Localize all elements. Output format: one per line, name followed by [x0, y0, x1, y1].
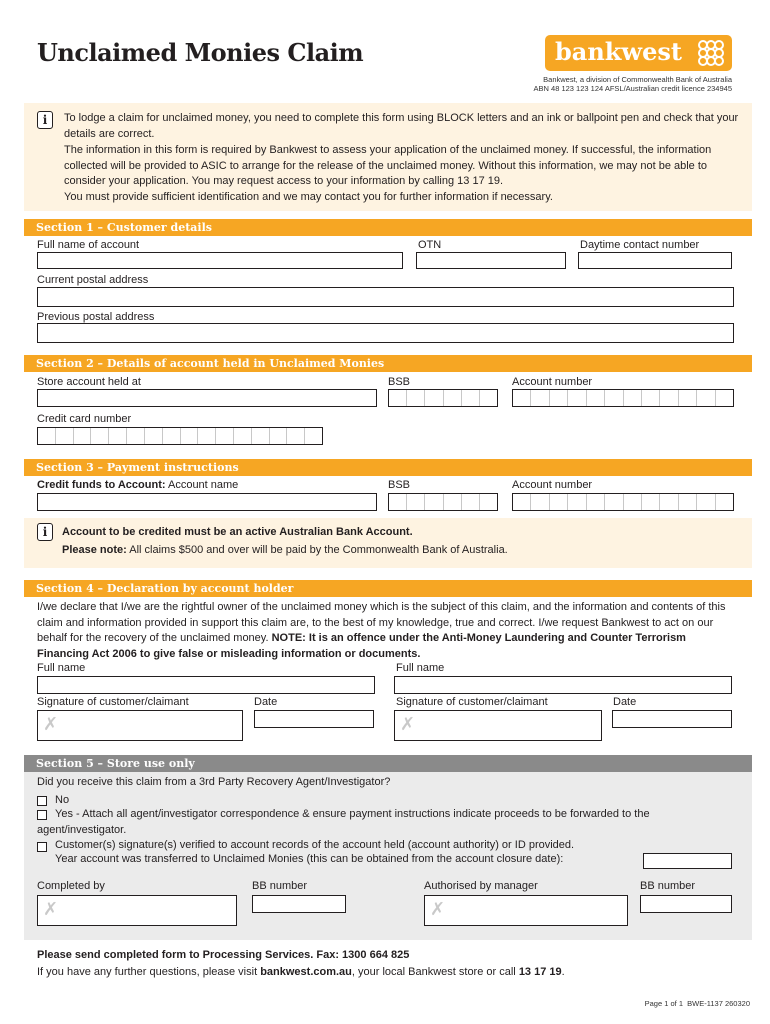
logo-text: bankwest — [555, 37, 682, 66]
section-2-heading: Section 2 – Details of account held in Unclaimed Monies — [24, 355, 752, 372]
payment-note-1: Account to be credited must be an active Australian Bank Account. — [62, 526, 413, 538]
info-icon: i — [37, 111, 53, 129]
send-instructions: Please send completed form to Processing Services. Fax: 1300 664 825 — [37, 949, 410, 961]
signature-field-2[interactable] — [394, 710, 602, 741]
current-address-field[interactable] — [37, 287, 734, 307]
signature-label-2: Signature of customer/claimant — [396, 696, 548, 708]
credit-funds-label — [37, 479, 238, 491]
decl-full-name-label-2: Full name — [396, 662, 445, 674]
please-note-text: All claims $500 and over will be paid by the Commonwealth Bank of Australia. — [129, 544, 508, 556]
date-label-2: Date — [613, 696, 637, 708]
full-name-label: Full name of account — [37, 239, 140, 251]
payment-bsb-label: BSB — [388, 479, 411, 491]
questions-prefix: If you have any further questions, please visit — [37, 966, 258, 978]
payment-info-icon: i — [37, 523, 53, 541]
credit-card-boxes[interactable] — [37, 427, 323, 445]
bsb-boxes[interactable] — [388, 389, 498, 407]
section-3-heading: Section 3 – Payment instructions — [24, 459, 752, 476]
account-name-label: Account name — [167, 479, 239, 491]
payment-account-number-label: Account number — [512, 479, 593, 491]
date-label-1: Date — [254, 696, 278, 708]
no-label: No — [55, 794, 70, 806]
store-field[interactable] — [37, 389, 377, 407]
page-number: Page 1 of 1 — [644, 999, 683, 1008]
previous-address-field[interactable] — [37, 323, 734, 343]
section-4-heading: Section 4 – Declaration by account holder — [24, 580, 752, 597]
section-1-heading: Section 1 – Customer details — [24, 219, 752, 236]
bankwest-logo — [545, 35, 732, 71]
page-footer — [645, 999, 750, 1008]
current-address-label: Current postal address — [37, 274, 149, 286]
payment-note-2 — [62, 543, 508, 559]
daytime-field[interactable] — [578, 252, 732, 269]
no-checkbox[interactable] — [37, 796, 47, 806]
previous-address-label: Previous postal address — [37, 311, 155, 323]
signature-cross-icon: ✗ — [400, 714, 416, 734]
yes-label: Yes - Attach all agent/investigator correspondence & ensure payment instructions indicate proceeds to be forwarded to the agent/investigator. — [37, 808, 650, 836]
decl-full-name-field-2[interactable] — [394, 676, 732, 694]
declaration-main: I/we declare that I/we are the rightful owner of the unclaimed money which is the subject of this claim, and the information and contents of this claim and information provided in support this claim are, to the best of my knowledge, true and correct. I/we request Bankwest to act on our behalf for the recovery of the unclaimed money. — [37, 601, 726, 644]
bankwest-site-link[interactable]: bankwest.com.au — [260, 966, 352, 978]
payment-bsb-boxes[interactable] — [388, 493, 498, 511]
account-name-field[interactable] — [37, 493, 377, 511]
questions-mid: , your local Bankwest store or call — [351, 966, 516, 978]
otn-field[interactable] — [416, 252, 566, 269]
form-code: BWE-1137 260320 — [687, 999, 750, 1008]
page-title: Unclaimed Monies Claim — [37, 38, 364, 67]
date-field-2[interactable] — [612, 710, 732, 728]
intro-paragraph-2: The information in this form is required by Bankwest to assess your application of the unclaimed money. If successful, the information collected will be provided to ASIC to arrange for the release of the unclaimed money. Without this information, we may not be able to consider your application. You may request access to your information by calling 13 17 19. — [64, 144, 712, 187]
date-field-1[interactable] — [254, 710, 374, 728]
signature-label-1: Signature of customer/claimant — [37, 696, 189, 708]
completed-by-signature[interactable] — [37, 895, 237, 926]
bb-number-label-1: BB number — [252, 880, 308, 892]
abn-line-2: ABN 48 123 123 124 AFSL/Australian credit licence 234945 — [533, 84, 732, 93]
declaration-text — [37, 600, 737, 662]
signature-field-1[interactable] — [37, 710, 243, 741]
completed-by-label: Completed by — [37, 880, 105, 892]
signature-cross-icon: ✗ — [43, 714, 59, 734]
bb-number-field-1[interactable] — [252, 895, 346, 913]
bb-number-label-2: BB number — [640, 880, 696, 892]
section-5-heading: Section 5 – Store use only — [24, 755, 752, 772]
year-label: Year account was transferred to Unclaimed Monies (this can be obtained from the account closure date): — [55, 853, 564, 865]
account-number-boxes[interactable] — [512, 389, 734, 407]
abn-line-1: Bankwest, a division of Commonwealth Bank of Australia — [543, 75, 732, 84]
credit-funds-bold: Credit funds to Account: — [37, 479, 166, 491]
store-label: Store account held at — [37, 376, 141, 388]
full-name-field[interactable] — [37, 252, 403, 269]
verified-checkbox[interactable] — [37, 842, 47, 852]
please-note-bold: Please note: — [62, 544, 127, 556]
intro-paragraph-1: To lodge a claim for unclaimed money, you need to complete this form using BLOCK letters and an ink or ballpoint pen and check that your details are correct. — [64, 112, 739, 140]
bb-number-field-2[interactable] — [640, 895, 732, 913]
signature-cross-icon: ✗ — [430, 899, 446, 919]
year-field[interactable] — [643, 853, 732, 869]
authorised-signature[interactable] — [424, 895, 628, 926]
payment-account-number-boxes[interactable] — [512, 493, 734, 511]
decl-full-name-field-1[interactable] — [37, 676, 375, 694]
account-number-label: Account number — [512, 376, 593, 388]
decl-full-name-label-1: Full name — [37, 662, 86, 674]
intro-paragraph-3: You must provide sufficient identification and we may contact you for further information if necessary. — [64, 191, 553, 203]
otn-label: OTN — [418, 239, 442, 251]
agent-question: Did you receive this claim from a 3rd Party Recovery Agent/Investigator? — [37, 776, 391, 788]
questions-end: . — [561, 966, 565, 978]
logo-mark-icon — [696, 38, 726, 68]
signature-cross-icon: ✗ — [43, 899, 59, 919]
further-questions — [37, 965, 565, 981]
phone-number: 13 17 19 — [518, 966, 562, 978]
daytime-label: Daytime contact number — [580, 239, 700, 251]
authorised-label: Authorised by manager — [424, 880, 538, 892]
declaration-note: NOTE: It is an offence under the Anti-Money Laundering and Counter Terrorism Financing Act 2006 to give false or misleading information or documents. — [37, 632, 686, 660]
credit-card-label: Credit card number — [37, 413, 132, 425]
verified-label: Customer(s) signature(s) verified to account records of the account held (account authority) or ID provided. — [55, 839, 575, 851]
bsb-label: BSB — [388, 376, 411, 388]
